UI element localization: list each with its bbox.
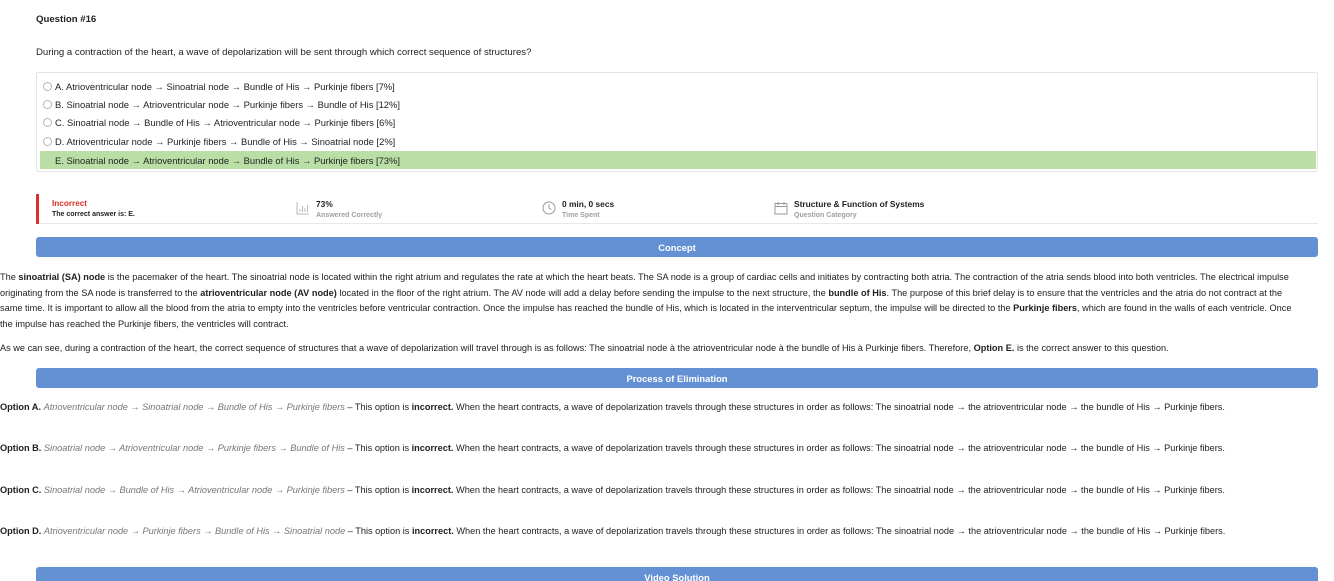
result-status — [36, 194, 135, 224]
option-b[interactable] — [40, 95, 1316, 113]
option-e-correct[interactable] — [40, 151, 1316, 169]
concept-conclusion: As we can see, during a contraction of the heart, the correct sequence of structures that a wave of depolarization will travel through is as follows: The sinoatrial node à the atrioventricular node à the bundle of His à Purkinje fibers. Therefore, Option E. is the correct answer to this question. — [0, 343, 1169, 353]
question-stem: During a contraction of the heart, a wave of depolarization will be sent through which correct sequence of structures? — [36, 47, 532, 58]
elimination-option-d: Option D. Atrioventricular node → Purkinje fibers → Bundle of His → Sinoatrial node – This option is incorrect. When the heart contracts, a wave of depolarization travels through these structures in order as follows: The sinoatrial node → the atrioventricular node → the bundle of His → Purkinje fibers. — [0, 526, 1226, 536]
correct-answer-text: The correct answer is: E. — [52, 211, 135, 218]
concept-paragraph: The sinoatrial (SA) node is the pacemaker of the heart. The sinoatrial node is located within the right atrium and regulates the rate at which the heart beats. The SA node is a group of cardiac cells and initiates by contracting both atria. The contraction of the atria sends blood into both ventricles. The electrical impulse originating from the SA node is transferred to the atrioventricular node (AV node) located in the floor of the right atrium. The AV node will add a delay before sending the impulse to the next structure, the bundle of His. The purpose of this brief delay is to ensure that the ventricles and the atria do not contract at the same time. It is important to allow all the blood from the atria to empty into the ventricles before ventricular contraction. Once the impulse has reached the bundle of His, which is located in the interventricular septum, the impulse will be directed to the Purkinje fibers, which are found in the walls of each ventricle. Once the impulse has reached the Purkinje fibers, the ventricles will contract. — [0, 272, 1292, 329]
category-stat — [774, 194, 924, 224]
question-title: Question #16 — [36, 14, 97, 25]
percent-stat — [296, 194, 382, 224]
radio-button[interactable] — [43, 100, 52, 109]
option-a[interactable] — [40, 77, 1316, 95]
time-value: 0 min, 0 secs — [562, 199, 615, 209]
option-label: D. Atrioventricular node → Purkinje fibers → Bundle of His → Sinoatrial node [2%] — [55, 135, 396, 147]
category-caption: Question Category — [794, 212, 857, 219]
answer-options — [36, 72, 1318, 172]
radio-button[interactable] — [43, 118, 52, 127]
percent-value: 73% — [316, 199, 333, 209]
time-stat — [542, 194, 614, 224]
concept-header: Concept — [36, 237, 1318, 257]
bar-chart-icon — [296, 201, 310, 215]
video-solution-header[interactable]: Video Solution — [36, 567, 1318, 581]
time-caption: Time Spent — [562, 212, 600, 219]
calendar-icon — [774, 201, 788, 215]
result-stats — [36, 194, 1318, 224]
percent-caption: Answered Correctly — [316, 212, 383, 219]
result-label: Incorrect — [52, 199, 88, 208]
option-c[interactable] — [40, 113, 1316, 131]
radio-button[interactable] — [43, 137, 52, 146]
option-label: A. Atrioventricular node → Sinoatrial node → Bundle of His → Purkinje fibers [7%] — [55, 80, 395, 92]
option-label: E. Sinoatrial node → Atrioventricular node → Bundle of His → Purkinje fibers [73%] — [55, 154, 400, 166]
radio-button[interactable] — [43, 82, 52, 91]
clock-icon — [542, 201, 556, 215]
option-label: C. Sinoatrial node → Bundle of His → Atrioventricular node → Purkinje fibers [6%] — [55, 116, 396, 128]
elimination-option-a: Option A. Atrioventricular node → Sinoatrial node → Bundle of His → Purkinje fibers – This option is incorrect. When the heart contracts, a wave of depolarization travels through these structures in order as follows: The sinoatrial node → the atrioventricular node → the bundle of His → Purkinje fibers. — [0, 402, 1225, 412]
option-d[interactable] — [40, 132, 1316, 150]
category-value: Structure & Function of Systems — [794, 199, 925, 209]
elimination-option-b: Option B. Sinoatrial node → Atrioventricular node → Purkinje fibers → Bundle of His – This option is incorrect. When the heart contracts, a wave of depolarization travels through these structures in order as follows: The sinoatrial node → the atrioventricular node → the bundle of His → Purkinje fibers. — [0, 443, 1225, 453]
option-label: B. Sinoatrial node → Atrioventricular node → Purkinje fibers → Bundle of His [12%] — [55, 98, 400, 110]
elimination-header: Process of Elimination — [36, 368, 1318, 388]
elimination-option-c: Option C. Sinoatrial node → Bundle of His → Atrioventricular node → Purkinje fibers – This option is incorrect. When the heart contracts, a wave of depolarization travels through these structures in order as follows: The sinoatrial node → the atrioventricular node → the bundle of His → Purkinje fibers. — [0, 485, 1225, 495]
